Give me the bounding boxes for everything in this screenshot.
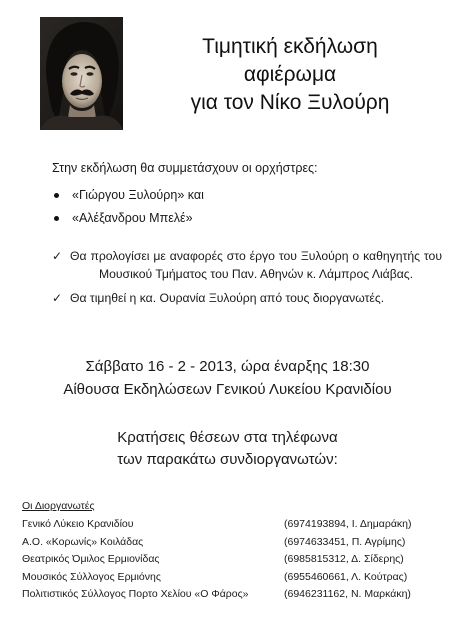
intro-text: Στην εκδήλωση θα συμμετάσχουν οι ορχήστρες: — [52, 161, 318, 175]
organizer-name: Γενικό Λύκειο Κρανιδίου — [22, 518, 134, 530]
organizers-list — [22, 516, 442, 604]
organizers-heading: Οι Διοργανωτές — [22, 500, 95, 512]
organizer-contact: (6955460661, Λ. Κούτρας) — [284, 570, 408, 583]
organizer-row — [22, 569, 442, 587]
event-date: Σάββατο 16 - 2 - 2013, ώρα έναρξης 18:30 — [85, 358, 370, 375]
organizer-row — [22, 586, 442, 604]
organizer-name: Θεατρικός Όμιλος Ερμιονίδας — [22, 553, 160, 565]
notes-list — [52, 247, 442, 307]
organizer-contact: (6946231162, Ν. Μαρκάκη) — [284, 588, 411, 600]
portrait-image — [40, 17, 123, 130]
bullet-icon — [54, 193, 59, 198]
list-item — [52, 289, 442, 307]
portrait-photo — [40, 17, 123, 130]
title-line-2: αφιέρωμα — [243, 63, 337, 86]
orchestra-name: «Γιώργου Ξυλούρη» και — [72, 188, 204, 202]
reservations-info — [0, 427, 455, 471]
list-item — [52, 207, 204, 230]
organizer-row — [22, 551, 442, 569]
note-text: Θα τιμηθεί η κα. Ουρανία Ξυλούρη από τους διοργανωτές. — [70, 291, 385, 305]
event-venue: Αίθουσα Εκδηλώσεων Γενικού Λυκείου Κρανιδίου — [63, 381, 392, 398]
checkmark-icon: ✓ — [52, 249, 63, 263]
organizer-row — [22, 516, 442, 534]
orchestra-list — [52, 184, 204, 230]
reservations-line-1: Κρατήσεις θέσεων στα τηλέφωνα — [117, 429, 338, 446]
organizer-contact: (6974633451, Π. Αγρίμης) — [284, 535, 406, 548]
organizer-row — [22, 534, 442, 552]
title-line-1: Τιμητική εκδήλωση — [202, 35, 378, 58]
list-item — [52, 247, 442, 283]
organizer-name: Πολιτιστικός Σύλλογος Πορτο Χελίου «Ο Φάρος» — [22, 588, 249, 600]
organizer-name: Α.Ο. «Κορωνίς» Κοιλάδας — [22, 535, 144, 548]
organizer-contact: (6985815312, Δ. Σίδερης) — [284, 553, 404, 565]
list-item — [52, 184, 204, 207]
checkmark-icon: ✓ — [52, 291, 63, 305]
title-line-3: για τον Νίκο Ξυλούρη — [190, 91, 390, 114]
event-details — [0, 355, 455, 401]
reservations-line-2: των παρακάτω συνδιοργανωτών: — [117, 451, 338, 468]
orchestra-name: «Αλέξανδρου Μπελέ» — [72, 211, 193, 225]
bullet-icon — [54, 216, 59, 221]
note-text: Θα προλογίσει με αναφορές στο έργο του Ξυλούρη ο καθηγητής του Μουσικού Τμήματος του Παν. Αθηνών κ. Λάμπρος Λιάβας. — [70, 249, 442, 281]
organizer-contact: (6974193894, Ι. Δημαράκη) — [284, 518, 412, 530]
event-title — [140, 33, 440, 117]
organizer-name: Μουσικός Σύλλογος Ερμιόνης — [22, 570, 161, 583]
